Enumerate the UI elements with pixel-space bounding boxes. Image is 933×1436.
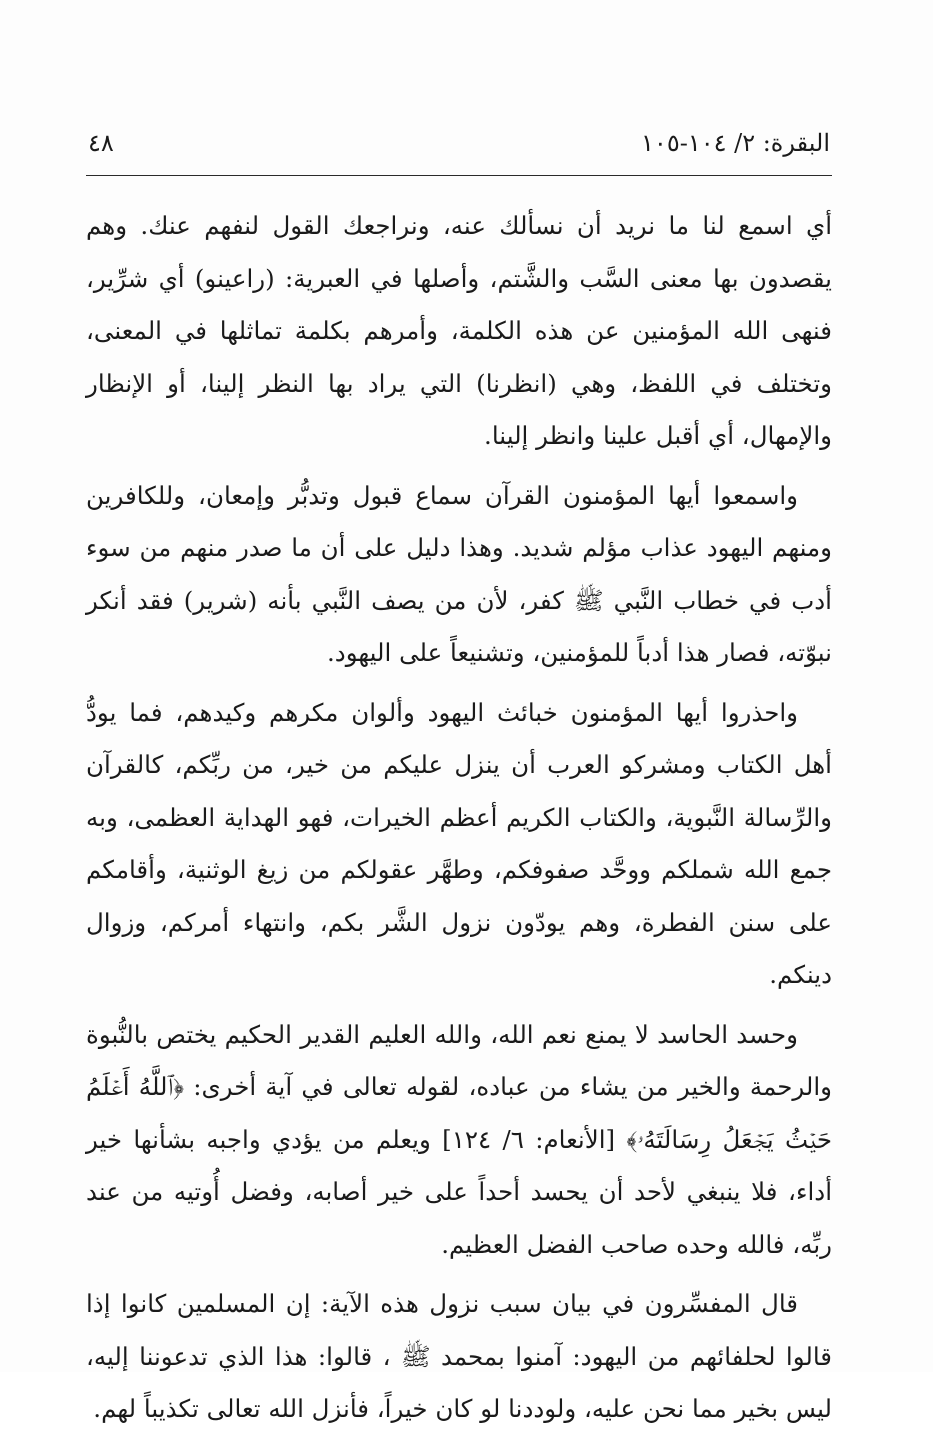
paragraph-1: أي اسمع لنا ما نريد أن نسألك عنه، ونراجعك القول لنفهم عنك. وهم يقصدون بها معنى السَّب والشَّتم، وأصلها في العبرية: (راعينو) أي شرِّير، فنهى الله المؤمنين عن هذه الكلمة، وأمرهم بكلمة تماثلها في المعنى، وتختلف في اللفظ، وهي (انظرنا) التي يراد بها النظر إلينا، أو الإنظار والإمهال، أي أقبل علينا وانظر إلينا. [86, 211, 832, 450]
page-header [88, 128, 830, 168]
header-divider [86, 175, 832, 176]
paragraph-4: وحسد الحاسد لا يمنع نعم الله، والله العليم القدير الحكيم يختص بالنُّبوة والرحمة والخير من يشاء من عباده، لقوله تعالى في آية أخرى: ﴿ٱللَّهُ أَعۡلَمُ حَيۡثُ يَجۡعَلُ رِسَالَتَهُۥ﴾ [الأنعام: ٦/ ١٢٤] ويعلم من يؤدي واجبه بشأنها خير أداء، فلا ينبغي لأحد أن يحسد أحداً على خير أصابه، وفضل أُوتيه من عند ربِّه، فالله وحده صاحب الفضل العظيم. [86, 1019, 833, 1259]
page-body [86, 200, 832, 1436]
paragraph-3: واحذروا أيها المؤمنون خبائث اليهود وألوان مكرهم وكيدهم، فما يودُّ أهل الكتاب ومشركو العرب أن ينزل عليكم من خير، من ربِّكم، كالقرآن والرِّسالة النَّبوية، والكتاب الكريم أعظم الخيرات، فهو الهداية العظمى، وبه جمع الله شملكم ووحَّد صفوفكم، وطهَّر عقولكم من زيغ الوثنية، وأقامكم على سنن الفطرة، وهم يودّون نزول الشَّر بكم، وانتهاء أمركم، وزوال دينكم. [86, 697, 832, 989]
paragraph-2: واسمعوا أيها المؤمنون القرآن سماع قبول وتدبُّر وإمعان، وللكافرين ومنهم اليهود عذاب مؤلم شديد. وهذا دليل على أن ما صدر منهم من سوء أدب في خطاب النَّبي ﷺ كفر، لأن من يصف النَّبي بأنه (شرير) فقد أنكر نبوّته، فصار هذا أدباً للمؤمنين، وتشنيعاً على اليهود. [86, 480, 832, 667]
page-number: ٤٨ [88, 129, 114, 157]
paragraph-5: قال المفسِّرون في بيان سبب نزول هذه الآية: إن المسلمين كانوا إذا قالوا لحلفائهم من اليهود: آمنوا بمحمد ﷺ ، قالوا: هذا الذي تدعوننا إليه، ليس بخير مما نحن عليه، ولوددنا لو كان خيراً، فأنزل الله تعالى تكذيباً لهم. [86, 1289, 832, 1423]
running-title: البقرة: ٢/ ١٠٤-١٠٥ [641, 129, 830, 157]
